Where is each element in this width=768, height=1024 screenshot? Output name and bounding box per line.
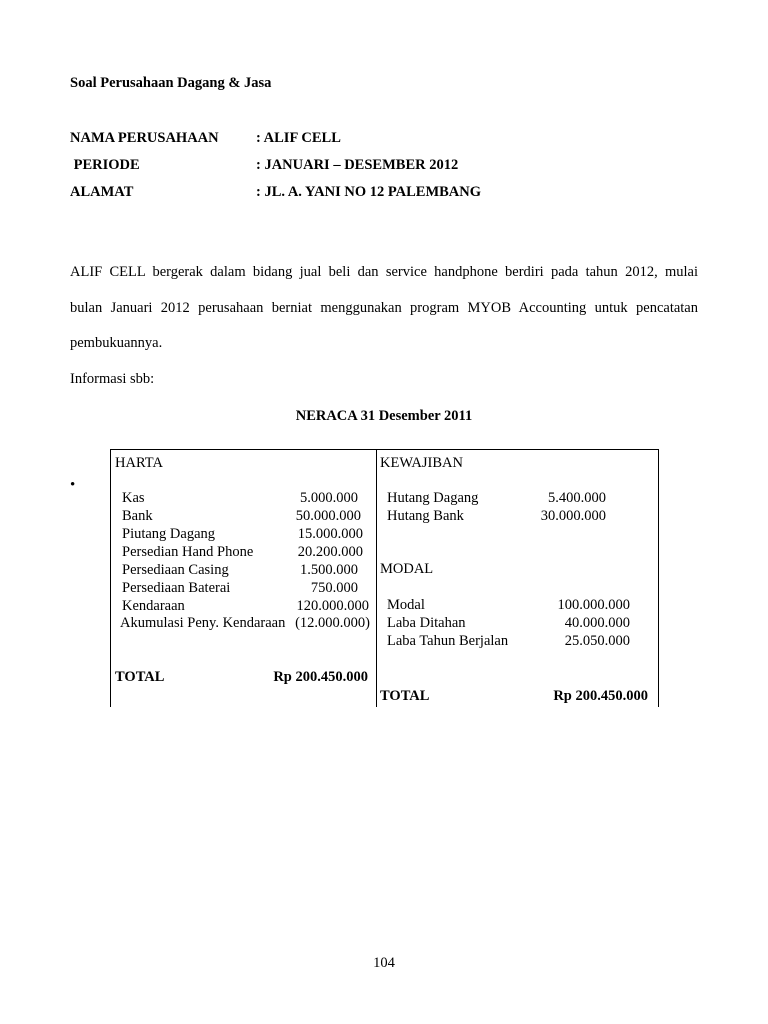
harta-item-amount: 750.000	[310, 580, 358, 596]
harta-item-amount: 1.500.000	[300, 562, 358, 578]
info-label-period: PERIODE	[70, 157, 140, 173]
harta-item-amount: 20.200.000	[297, 544, 363, 560]
balance-sheet-title: NERACA 31 Desember 2011	[295, 408, 473, 424]
kewajiban-item-name: Hutang Bank	[387, 508, 464, 524]
modal-item-amount: 100.000.000	[557, 597, 630, 613]
kewajiban-header: KEWAJIBAN	[380, 455, 463, 471]
page-number: 104	[373, 955, 395, 971]
harta-header: HARTA	[115, 455, 163, 471]
modal-header: MODAL	[380, 561, 434, 577]
modal-item-name: Modal	[387, 597, 425, 613]
paragraph-line-1: ALIF CELL bergerak dalam bidang jual beli dan service handphone berdiri pada tahun 2012, mulai	[70, 264, 698, 280]
harta-item-name: Kas	[122, 490, 145, 506]
modal-total-label: TOTAL	[380, 688, 430, 704]
harta-total-label: TOTAL	[115, 669, 165, 685]
harta-item-name: Piutang Dagang	[122, 526, 216, 542]
info-label-company: NAMA PERUSAHAAN	[70, 130, 219, 146]
harta-item-amount: 5.000.000	[300, 490, 358, 506]
info-value-company: : ALIF CELL	[256, 130, 341, 146]
info-value-address: : JL. A. YANI NO 12 PALEMBANG	[256, 184, 482, 200]
document-title: Soal Perusahaan Dagang & Jasa	[70, 75, 272, 91]
kewajiban-item-amount: 30.000.000	[540, 508, 606, 524]
modal-item-amount: 25.050.000	[564, 633, 630, 649]
harta-item-name: Bank	[122, 508, 153, 524]
modal-item-amount: 40.000.000	[564, 615, 630, 631]
table-left-border	[110, 449, 111, 707]
bullet-marker: •	[70, 477, 76, 493]
table-middle-divider	[376, 449, 377, 707]
table-top-border	[110, 449, 658, 450]
harta-item-name: Kendaraan	[122, 598, 185, 614]
info-value-period: : JANUARI – DESEMBER 2012	[256, 157, 459, 173]
modal-item-name: Laba Tahun Berjalan	[387, 633, 509, 649]
harta-item-name: Persediaan Casing	[122, 562, 229, 578]
harta-item-name: Akumulasi Peny. Kendaraan	[120, 615, 286, 631]
paragraph-line-2: bulan Januari 2012 perusahaan berniat menggunakan program MYOB Accounting untuk pencatatan	[70, 300, 698, 316]
harta-total-value: Rp 200.450.000	[273, 669, 368, 685]
info-label-address: ALAMAT	[70, 184, 134, 200]
kewajiban-item-name: Hutang Dagang	[387, 490, 479, 506]
harta-item-amount: 50.000.000	[295, 508, 361, 524]
table-right-border	[658, 449, 659, 707]
paragraph-line-3: pembukuannya.	[70, 335, 163, 351]
harta-item-amount: 120.000.000	[296, 598, 369, 614]
harta-item-name: Persedian Hand Phone	[122, 544, 254, 560]
harta-item-name: Persediaan Baterai	[122, 580, 231, 596]
harta-item-amount: 15.000.000	[297, 526, 363, 542]
modal-item-name: Laba Ditahan	[387, 615, 466, 631]
harta-item-amount: (12.000.000)	[295, 615, 370, 631]
modal-total-value: Rp 200.450.000	[553, 688, 648, 704]
info-intro: Informasi sbb:	[70, 371, 155, 387]
kewajiban-item-amount: 5.400.000	[548, 490, 606, 506]
